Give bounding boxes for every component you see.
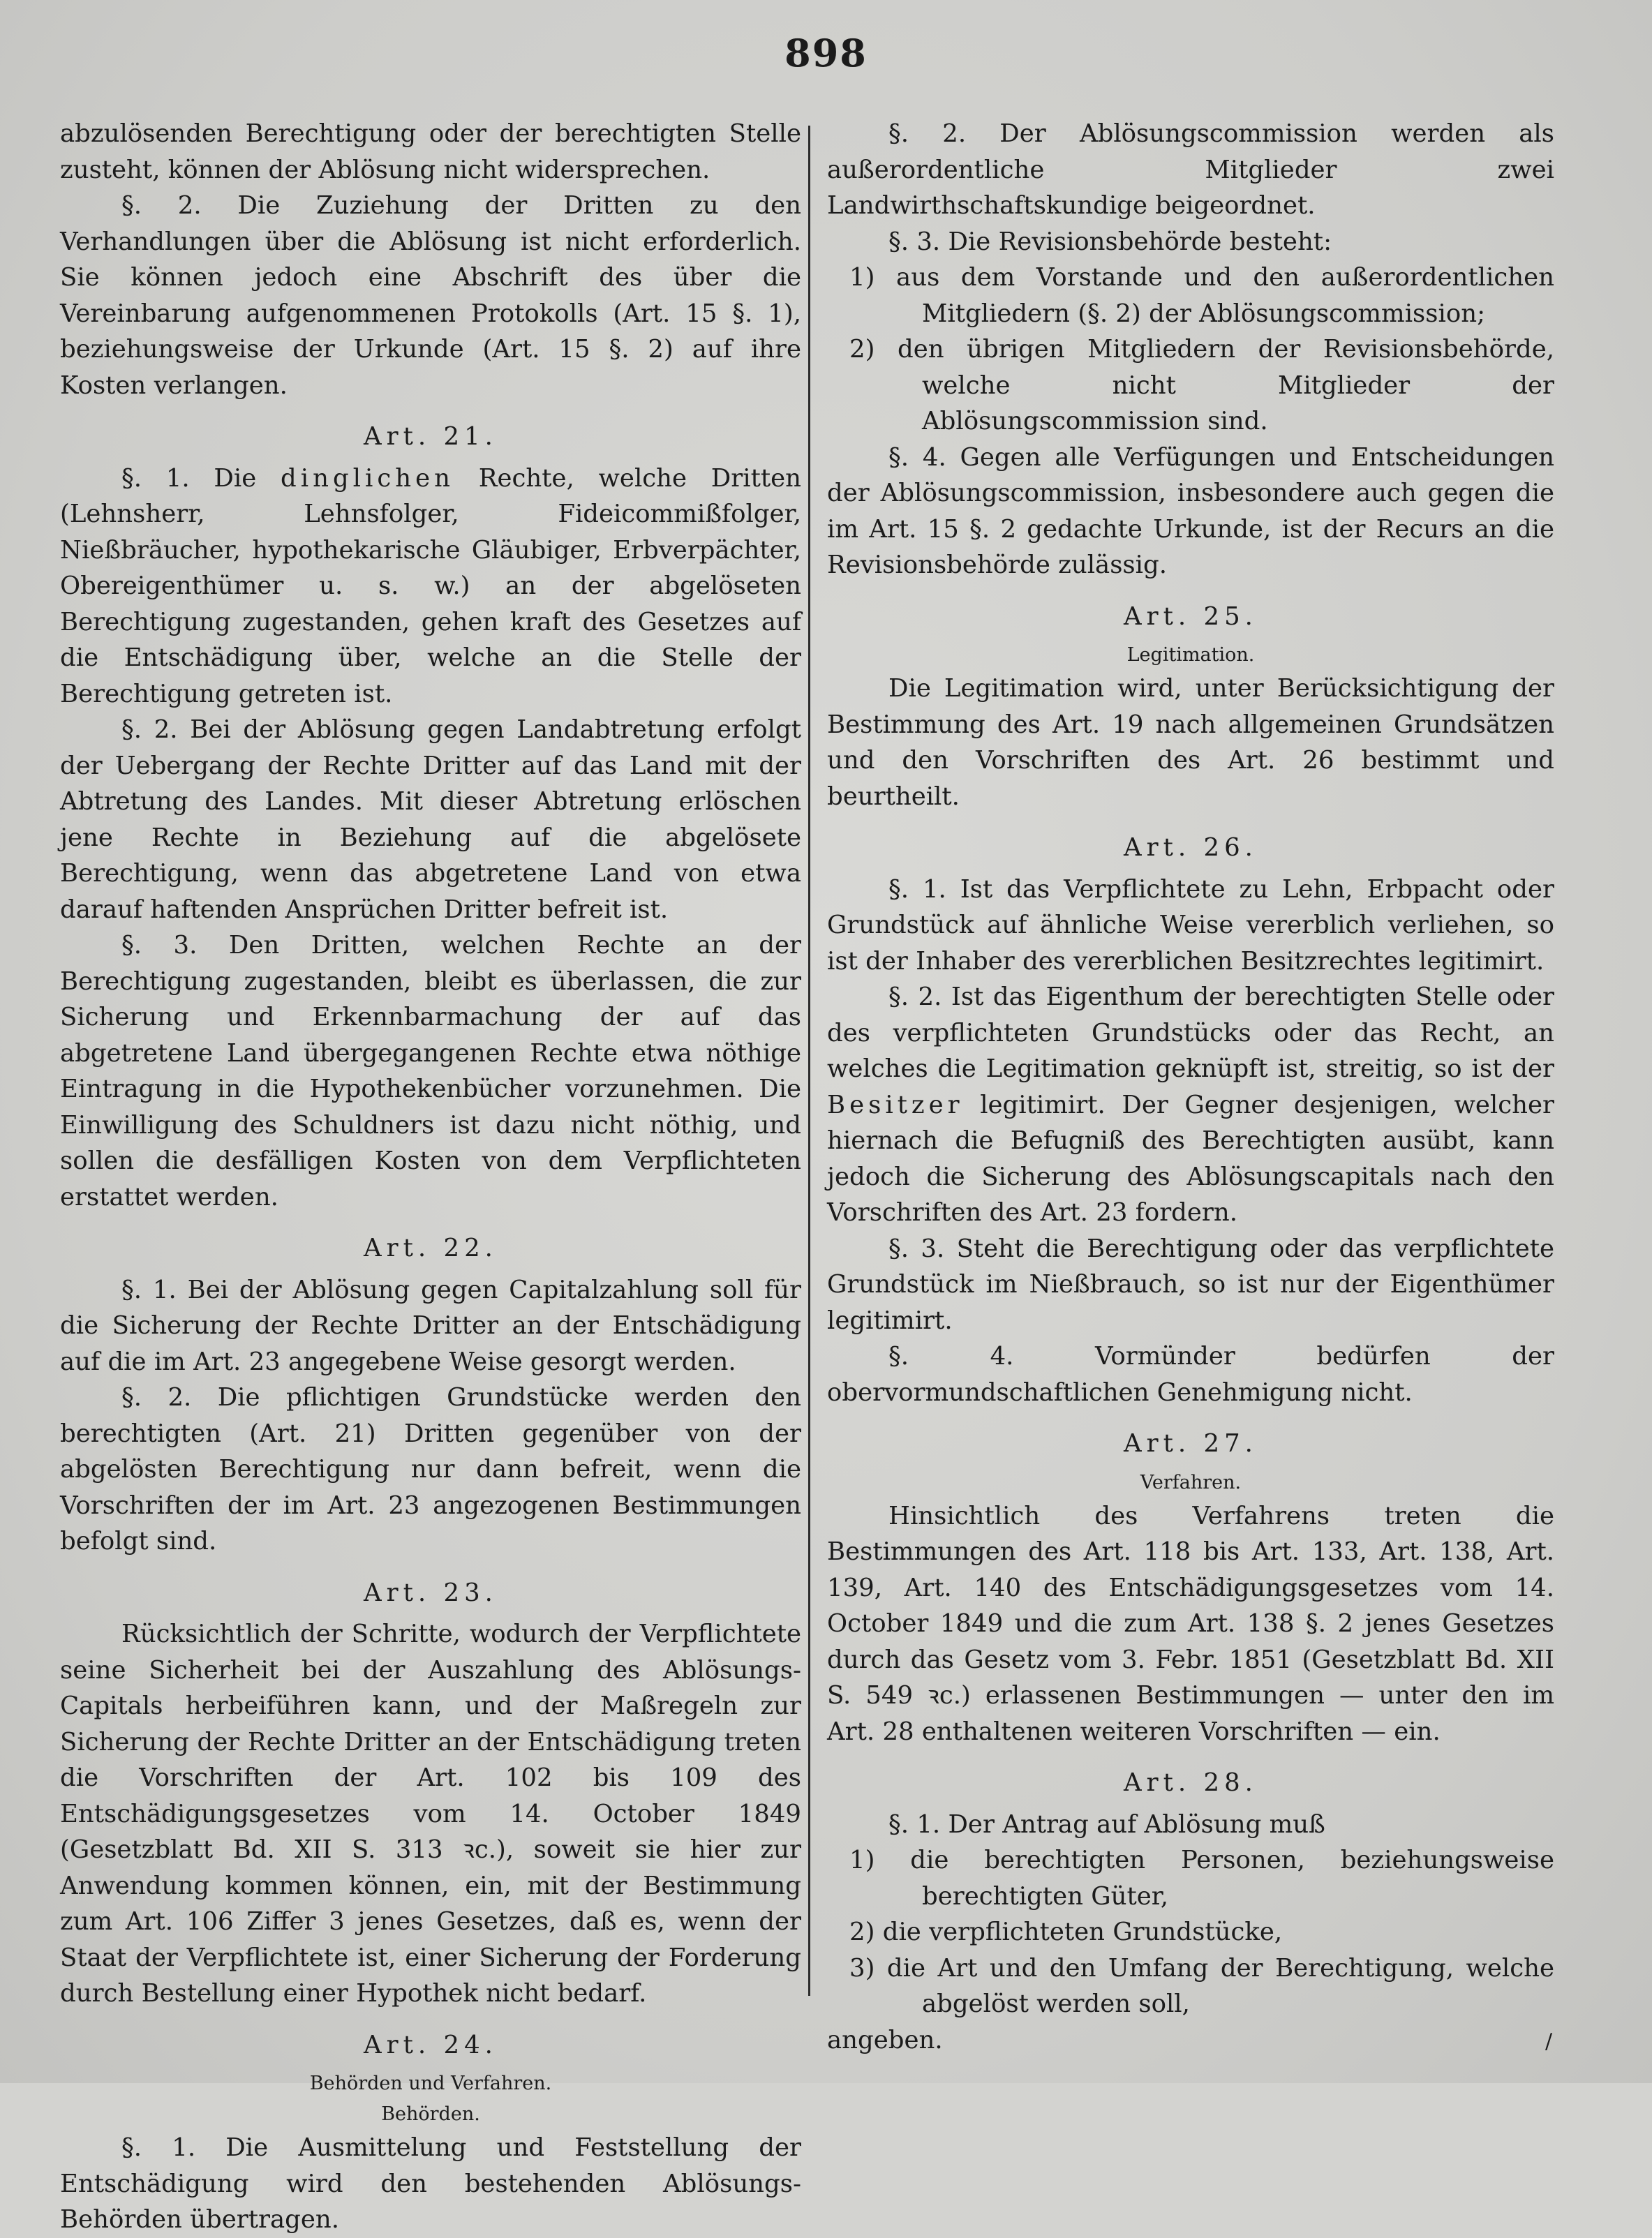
text-run: Rechte, welche Dritten (Lehnsherr, Lehnsfolger, Fideicommißfolger, Nießbräucher, hypothekarische Gläubiger, Erbverpächter, Obereigenthümer u. s. w.) an der abgelöseten Berechtigung zugestanden, gehen kraft des Gesetzes auf die Entschädigung über, welche an die Stelle der Berechtigung getreten ist. bbox=[60, 463, 801, 708]
paragraph: §. 2. Bei der Ablösung gegen Landabtretung erfolgt der Uebergang der Rechte Dritter auf das Land mit der Abtretung des Landes. Mit dieser Abtretung erlöschen jene Rechte in Beziehung auf die abgelösete Berechtigung, wenn das abgetretene Land von etwa darauf haftenden Ansprüchen Dritter befreit ist. bbox=[60, 715, 801, 924]
paragraph bbox=[827, 979, 1554, 1231]
article-heading: Art. 25. bbox=[1124, 602, 1258, 631]
list-item: 3) die Art und den Umfang der Berechtigung, welche abgelöst werden soll, bbox=[849, 1953, 1554, 2018]
column-divider bbox=[808, 126, 810, 1996]
paragraph: §. 2. Die Zuziehung der Dritten zu den Verhandlungen über die Ablösung ist nicht erforderlich. Sie können jedoch eine Abschrift des über die Vereinbarung aufgenommenen Protokolls (Art. 15 §. 1), beziehungsweise der Urkunde (Art. 15 §. 2) auf ihre Kosten verlangen. bbox=[60, 191, 801, 400]
list-item: 2) den übrigen Mitgliedern der Revisionsbehörde, welche nicht Mitglieder der Ablösungscommission sind. bbox=[849, 335, 1554, 435]
paragraph: §. 1. Die Ausmittelung und Feststellung der Entschädigung wird den bestehenden Ablösungs-Behörden übertragen. bbox=[60, 2133, 801, 2234]
margin-mark: / bbox=[1545, 2029, 1553, 2054]
spaced-text: Besitzer bbox=[827, 1090, 964, 1119]
article-heading: Art. 23. bbox=[364, 1578, 498, 1607]
paragraph: abzulösenden Berechtigung oder der berechtigten Stelle zusteht, können der Ablösung nicht widersprechen. bbox=[60, 119, 801, 184]
section-subheading: Behörden. bbox=[381, 2103, 480, 2125]
section-subheading: Behörden und Verfahren. bbox=[309, 2073, 552, 2094]
left-column bbox=[60, 116, 801, 2238]
article-heading: Art. 22. bbox=[364, 1234, 498, 1262]
right-column bbox=[827, 116, 1554, 2058]
paragraph: §. 3. Den Dritten, welchen Rechte an der Berechtigung zugestanden, bleibt es überlassen, die zur Sicherung und Erkennbarmachung der auf das abgetretene Land übergegangenen Rechte etwa nöthige Eintragung in die Hypothekenbücher vorzunehmen. Die Einwilligung des Schuldners ist dazu nicht nöthig, und sollen die desfälligen Kosten von dem Verpflichteten erstattet werden. bbox=[60, 931, 801, 1211]
paragraph: angeben. bbox=[827, 2025, 943, 2054]
paragraph: Rücksichtlich der Schritte, wodurch der Verpflichtete seine Sicherheit bei der Auszahlung des Ablösungs-Capitals herbeiführen kann, und der Maßregeln zur Sicherung der Rechte Dritter an der Entschädigung treten die Vorschriften der Art. 102 bis 109 des Entschädigungsgesetzes vom 14. October 1849 (Gesetzblatt Bd. XII S. 313 ꝛc.), soweit sie hier zur Anwendung kommen können, ein, mit der Bestimmung zum Art. 106 Ziffer 3 jenes Gesetzes, daß es, wenn der Staat der Verpflichtete ist, einer Sicherung der Forderung durch Bestellung einer Hypothek nicht bedarf. bbox=[60, 1620, 801, 2008]
section-subheading: Legitimation. bbox=[1126, 644, 1255, 666]
list-item: 2) die verpflichteten Grundstücke, bbox=[849, 1918, 1283, 1946]
paragraph: §. 3. Steht die Berechtigung oder das verpflichtete Grundstück im Nießbrauch, so ist nur der Eigenthümer legitimirt. bbox=[827, 1234, 1554, 1335]
paragraph: §. 1. Der Antrag auf Ablösung muß bbox=[888, 1810, 1325, 1839]
paragraph: Hinsichtlich des Verfahrens treten die Bestimmungen des Art. 118 bis Art. 133, Art. 138, Art. 139, Art. 140 des Entschädigungsgesetzes vom 14. October 1849 und die zum Art. 138 §. 2 jenes Gesetzes durch das Gesetz vom 3. Febr. 1851 (Gesetzblatt Bd. XII S. 549 ꝛc.) erlassenen Bestimmungen — unter den im Art. 28 enthaltenen weiteren Vorschriften — ein. bbox=[827, 1501, 1554, 1746]
paragraph: §. 4. Gegen alle Verfügungen und Entscheidungen der Ablösungscommission, insbesondere auch gegen die im Art. 15 §. 2 gedachte Urkunde, ist der Recurs an die Revisionsbehörde zulässig. bbox=[827, 442, 1554, 579]
paragraph: §. 4. Vormünder bedürfen der obervormundschaftlichen Genehmigung nicht. bbox=[827, 1342, 1554, 1407]
paragraph: §. 2. Die pflichtigen Grundstücke werden den berechtigten (Art. 21) Dritten gegenüber von der abgelösten Berechtigung nur dann befreit, wenn die Vorschriften der im Art. 23 angezogenen Bestimmungen befolgt sind. bbox=[60, 1383, 801, 1556]
article-heading: Art. 28. bbox=[1124, 1768, 1258, 1797]
article-heading: Art. 21. bbox=[364, 422, 498, 451]
paragraph: §. 2. Der Ablösungscommission werden als außerordentliche Mitglieder zwei Landwirthschaftskundige beigeordnet. bbox=[827, 119, 1554, 220]
list-item: 1) aus dem Vorstande und den außerordentlichen Mitgliedern (§. 2) der Ablösungscommission; bbox=[849, 263, 1554, 328]
paragraph bbox=[60, 461, 801, 713]
section-subheading: Verfahren. bbox=[1140, 1471, 1242, 1493]
page-number: 898 bbox=[784, 31, 868, 75]
article-heading: Art. 27. bbox=[1124, 1429, 1258, 1458]
paragraph: Die Legitimation wird, unter Berücksichtigung der Bestimmung des Art. 19 nach allgemeinen Grundsätzen und den Vorschriften des Art. 26 bestimmt und beurtheilt. bbox=[827, 674, 1554, 811]
text-run: legitimirt. Der Gegner desjenigen, welcher hiernach die Befugniß des Berechtigten ausübt, kann jedoch die Sicherung des Ablösungscapitals nach den Vorschriften des Art. 23 fordern. bbox=[827, 1090, 1554, 1227]
text-run: §. 1. Die bbox=[121, 463, 281, 493]
list-item: 1) die berechtigten Personen, beziehungsweise berechtigten Güter, bbox=[849, 1846, 1554, 1911]
paragraph: §. 1. Ist das Verpflichtete zu Lehn, Erbpacht oder Grundstück auf ähnliche Weise vererblich verliehen, so ist der Inhaber des vererblichen Besitzrechtes legitimirt. bbox=[827, 874, 1554, 976]
paragraph: §. 1. Bei der Ablösung gegen Capitalzahlung soll für die Sicherung der Rechte Dritter an der Entschädigung auf die im Art. 23 angegebene Weise gesorgt werden. bbox=[60, 1275, 801, 1376]
article-heading: Art. 26. bbox=[1124, 833, 1258, 862]
paragraph: §. 3. Die Revisionsbehörde besteht: bbox=[888, 227, 1332, 256]
text-run: §. 2. Ist das Eigenthum der berechtigten Stelle oder des verpflichteten Grundstücks oder das Recht, an welches die Legitimation geknüpft ist, streitig, so ist der bbox=[827, 983, 1554, 1083]
article-heading: Art. 24. bbox=[364, 2030, 498, 2059]
spaced-text: dinglichen bbox=[281, 463, 454, 493]
